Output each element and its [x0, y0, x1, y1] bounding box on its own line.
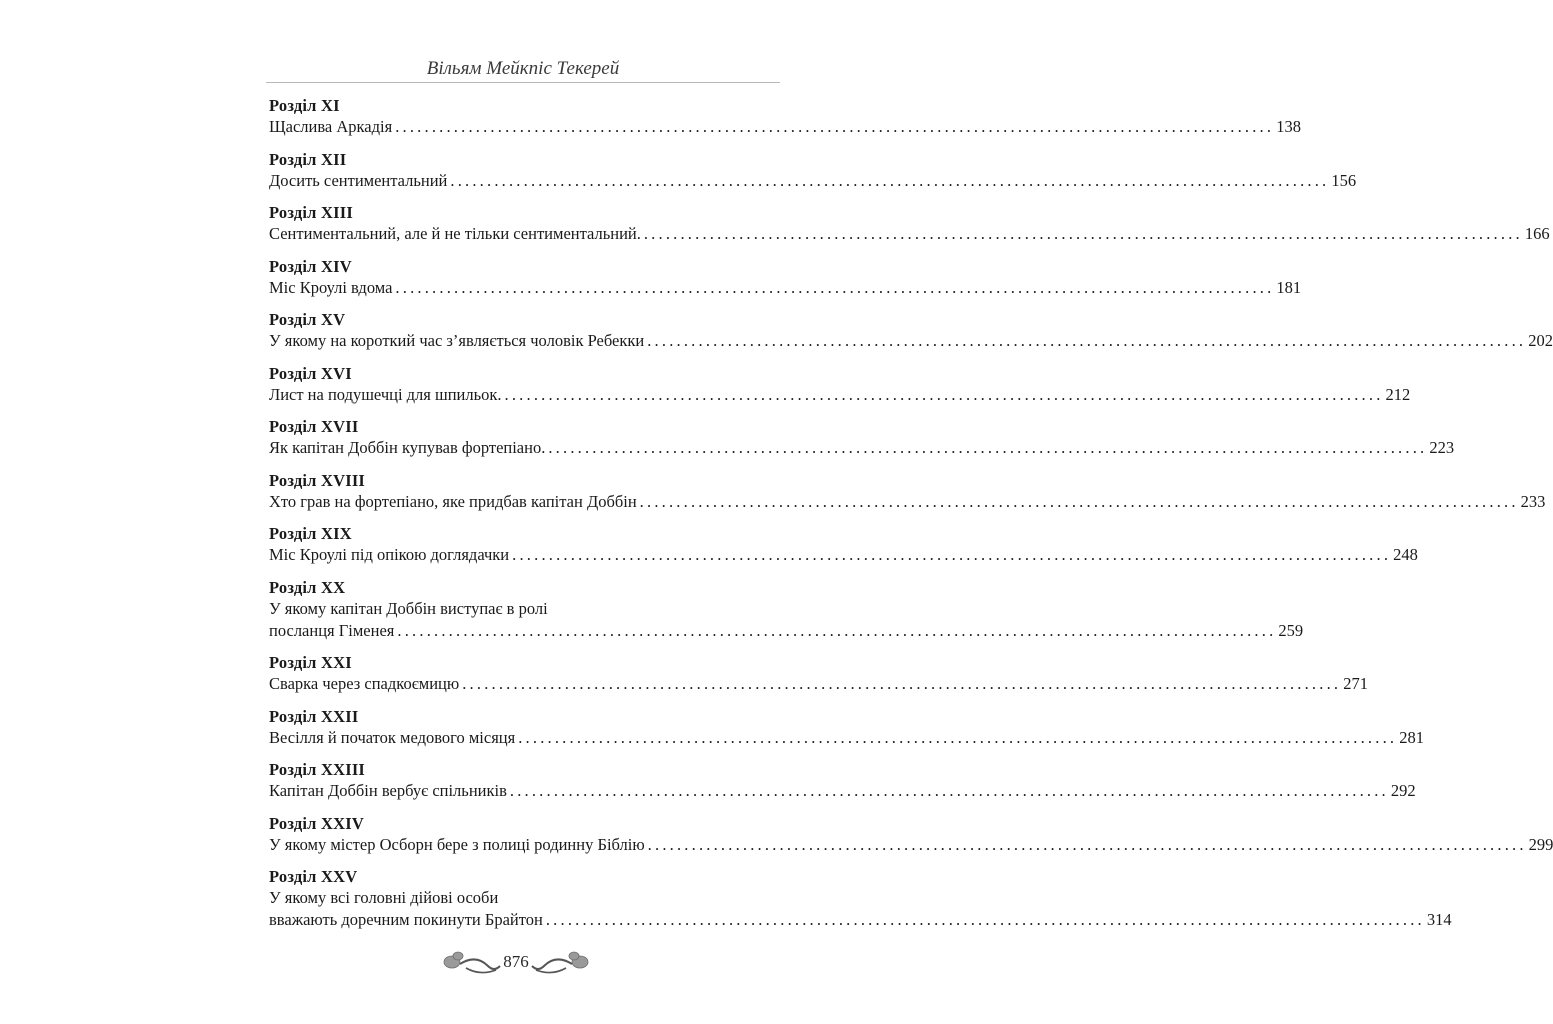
chapter-heading: Розділ XIV — [269, 256, 352, 276]
dot-leader: ........................................................................................................................ — [397, 620, 1277, 640]
page-ref: 181 — [1276, 277, 1302, 297]
chapter-heading: Розділ XIX — [269, 524, 352, 543]
chapter-title-row — [269, 116, 1301, 138]
dot-leader: ........................................................................................................................ — [462, 674, 1342, 693]
chapter-title-row — [269, 909, 1452, 931]
page-ref: 248 — [1393, 545, 1418, 564]
page-ref: 166 — [1524, 224, 1550, 243]
chapter-title: У якому всі головні дійові особи — [269, 888, 499, 907]
page-ref: 259 — [1278, 620, 1304, 640]
chapter-title: Капітан Доббін вербує спільників — [269, 781, 507, 800]
chapter-heading: Розділ XIII — [269, 203, 353, 222]
chapter-heading: Розділ XVII — [269, 417, 359, 436]
toc-entry — [269, 867, 1452, 931]
toc-entry — [269, 760, 1416, 802]
toc-entry — [269, 256, 1302, 299]
chapter-title-row — [269, 491, 1546, 513]
chapter-heading: Розділ XXV — [269, 867, 358, 886]
chapter-title-row — [269, 620, 1304, 642]
chapter-heading: Розділ XXII — [269, 706, 359, 726]
running-header — [266, 56, 780, 83]
page-ref: 138 — [1276, 117, 1301, 136]
chapter-heading: Розділ XVI — [269, 363, 352, 383]
chapter-title: Досить сентиментальний — [269, 170, 448, 190]
dot-leader: ........................................................................................................................ — [647, 834, 1527, 854]
toc-entry — [269, 149, 1357, 192]
chapter-title: вважають доречним покинути Брайтон — [269, 910, 543, 929]
dot-leader: ........................................................................................................................ — [512, 545, 1392, 564]
chapter-title-row — [269, 384, 1411, 406]
toc-entry — [269, 653, 1368, 695]
chapter-title: Лист на подушечці для шпильок. — [269, 384, 502, 404]
chapter-heading: Розділ XXIII — [269, 760, 366, 779]
chapter-title: Сварка через спадкоємицю — [269, 674, 460, 693]
toc-entry — [269, 310, 1553, 352]
chapter-title-row — [269, 780, 1416, 802]
page-ref: 299 — [1528, 834, 1553, 854]
chapter-title-row — [269, 330, 1553, 352]
chapter-title: Весілля й початок медового місяця — [269, 727, 516, 747]
chapter-title-row — [269, 544, 1418, 566]
chapter-heading: Розділ XI — [269, 96, 340, 115]
page-ref: 314 — [1426, 910, 1452, 929]
toc-entry — [269, 203, 1550, 245]
toc-entry — [269, 577, 1304, 642]
dot-leader: ........................................................................................................................ — [643, 224, 1523, 243]
toc-entry — [269, 706, 1424, 749]
dot-leader: ........................................................................................................................ — [518, 727, 1398, 747]
page-footer — [436, 944, 596, 984]
dot-leader: ........................................................................................................................ — [504, 384, 1384, 404]
chapter-heading: Розділ XV — [269, 310, 346, 329]
chapter-title-row — [269, 834, 1553, 856]
page-number: 876 — [503, 952, 529, 971]
chapter-heading: Розділ XXIV — [269, 813, 364, 833]
running-title: Вільям Мейкпіс Текерей — [426, 58, 620, 79]
toc-entry — [269, 417, 1455, 459]
chapter-title-row — [269, 170, 1357, 192]
chapter-title: Щаслива Аркадія — [269, 117, 393, 136]
toc-entry — [269, 363, 1411, 406]
dot-leader: ........................................................................................................................ — [639, 491, 1519, 511]
chapter-title-row — [269, 727, 1424, 749]
page-ref: 223 — [1429, 438, 1455, 457]
page-ref: 212 — [1385, 384, 1411, 404]
dot-leader: ........................................................................................................................ — [395, 277, 1275, 297]
chapter-title: Хто грав на фортепіано, яке придбав капітан Доббін — [269, 491, 637, 511]
chapter-title: посланця Гіменея — [269, 620, 395, 640]
chapter-title: Міс Кроулі вдома — [269, 277, 393, 297]
chapter-heading: Розділ XVIII — [269, 470, 366, 490]
dot-leader: ........................................................................................................................ — [395, 117, 1275, 136]
chapter-title: У якому містер Осборн бере з полиці родинну Біблію — [269, 834, 645, 854]
page-ref: 292 — [1390, 781, 1416, 800]
toc-entry — [269, 96, 1301, 138]
dot-leader: ........................................................................................................................ — [450, 170, 1330, 190]
page-ref: 156 — [1331, 170, 1357, 190]
chapter-heading: Розділ XXI — [269, 653, 352, 672]
dot-leader: ........................................................................................................................ — [647, 331, 1527, 350]
toc-entry — [269, 524, 1418, 566]
page-ref: 202 — [1528, 331, 1553, 350]
chapter-title: Сентиментальний, але й не тільки сентиментальний. — [269, 224, 641, 243]
table-of-contents — [269, 96, 1553, 943]
dot-leader: ........................................................................................................................ — [545, 910, 1425, 929]
chapter-title: У якому на короткий час з’являється чоловік Ребекки — [269, 331, 645, 350]
chapter-heading: Розділ XII — [269, 149, 347, 169]
page-ref: 233 — [1520, 491, 1546, 511]
toc-entry — [269, 813, 1553, 856]
dot-leader: ........................................................................................................................ — [509, 781, 1389, 800]
page-ref: 281 — [1399, 727, 1424, 747]
toc-entry — [269, 470, 1546, 513]
chapter-title: Міс Кроулі під опікою доглядачки — [269, 545, 510, 564]
chapter-heading: Розділ XX — [269, 577, 346, 597]
dot-leader: ........................................................................................................................ — [548, 438, 1428, 457]
chapter-title-row — [269, 223, 1550, 245]
chapter-title: Як капітан Доббін купував фортепіано. — [269, 438, 546, 457]
page-ref: 271 — [1343, 674, 1368, 693]
chapter-title: У якому капітан Доббін виступає в ролі — [269, 598, 548, 618]
chapter-title-row — [269, 673, 1368, 695]
chapter-title-row — [269, 437, 1455, 459]
chapter-title-row — [269, 277, 1302, 299]
